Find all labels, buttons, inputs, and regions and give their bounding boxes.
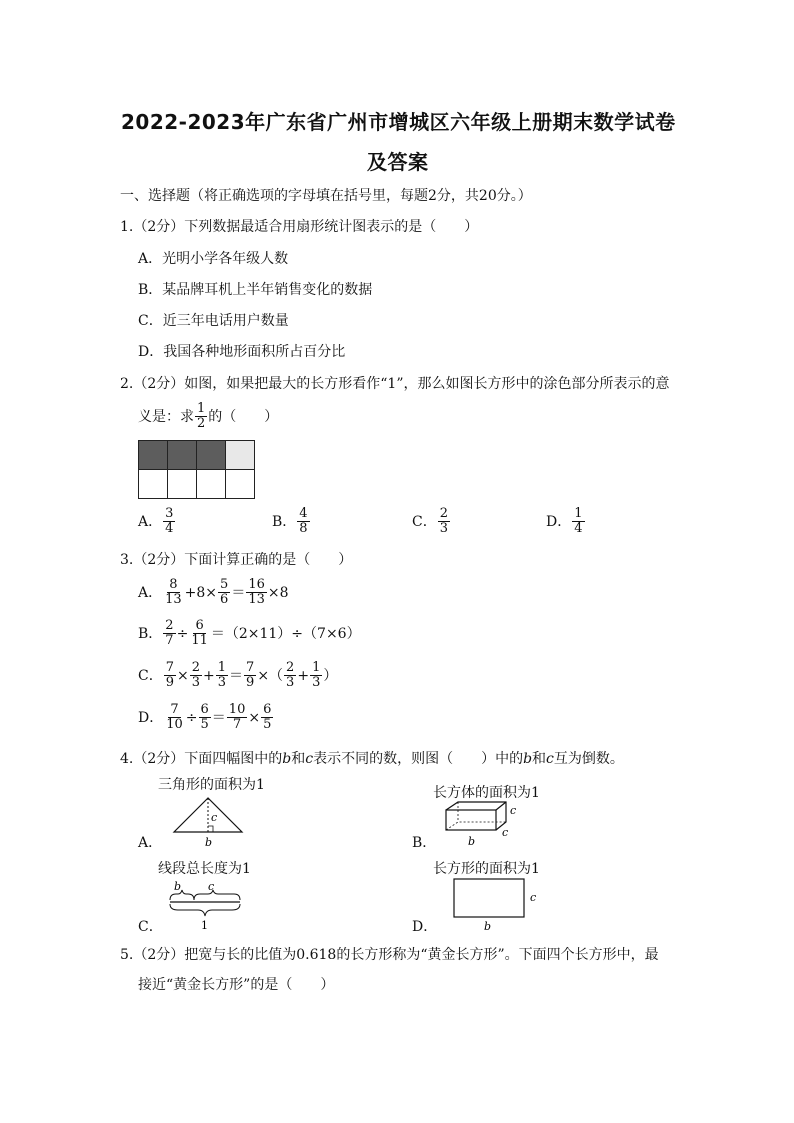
- c-label: c: [208, 880, 215, 893]
- q3-option-b: B． $\frac{2}{7}$ ÷ $\frac{6}{11}$ ＝（2×11）÷（7×6）: [138, 618, 361, 648]
- q4b-caption: 长方体的面积为1: [433, 785, 540, 801]
- shaded-rectangle-figure: [138, 440, 255, 499]
- b-label: b: [174, 880, 182, 893]
- q4-option-d: D．: [412, 919, 438, 935]
- q4d-caption: 长方形的面积为1: [433, 861, 540, 877]
- c-label: c: [211, 811, 218, 824]
- fraction: $\frac{1}{2}$: [197, 401, 206, 431]
- q2-option-d: D． $\frac{1}{4}$: [546, 506, 583, 536]
- q4c-caption: 线段总长度为1: [158, 861, 251, 877]
- q3-option-d: D． $\frac{7}{10}$ ÷ $\frac{6}{5}$ ＝ $\frac{10}{7}$ × $\frac{6}{5}$: [138, 702, 272, 732]
- segment-figure: [166, 876, 250, 932]
- question-5-stem-line2: 接近“黄金长方形”的是（ ）: [138, 977, 335, 993]
- question-3-stem: 3.（2分）下面计算正确的是（ ）: [120, 552, 353, 568]
- page-title-line2: 及答案: [367, 150, 429, 174]
- q3-option-c: C． $\frac{7}{9}$ × $\frac{2}{3}$ + $\frac{1}{3}$ ＝ $\frac{7}{9}$ ×（ $\frac{2}{3}$ + $\frac{1}{3}$ ）: [138, 660, 338, 690]
- page-title: 2022-2023年广东省广州市增城区六年级上册期末数学试卷: [121, 110, 676, 134]
- b-label: b: [484, 920, 492, 932]
- q1-option-a: A．光明小学各年级人数: [138, 251, 289, 267]
- q4a-caption: 三角形的面积为1: [158, 777, 265, 793]
- question-2-stem: 2.（2分）如图，如果把最大的长方形看作“1”，那么如图长方形中的涂色部分所表示的意: [120, 376, 670, 392]
- q4-option-b: B．: [412, 835, 437, 851]
- total-label: 1: [201, 919, 208, 932]
- rectangle-figure: [448, 876, 544, 932]
- cuboid-figure: [440, 798, 530, 850]
- q2-option-b: B． $\frac{4}{8}$: [272, 506, 308, 536]
- q1-option-c: C．近三年电话用户数量: [138, 313, 289, 329]
- b-label: b: [468, 835, 476, 848]
- q2-option-c: C． $\frac{2}{3}$: [412, 506, 448, 536]
- c-label: c: [502, 826, 509, 839]
- q3-option-a: A． $\frac{8}{13}$ +8× $\frac{5}{6}$ ＝ $\frac{16}{13}$ ×8: [138, 577, 289, 607]
- section-header: 一、选择题（将正确选项的字母填在括号里，每题2分，共20分。）: [120, 188, 532, 204]
- question-1-stem: 1.（2分）下列数据最适合用扇形统计图表示的是（ ）: [120, 219, 479, 235]
- q1-option-d: D．我国各种地形面积所占百分比: [138, 344, 346, 360]
- q4-option-c: C．: [138, 919, 163, 935]
- q2-option-a: A． $\frac{3}{4}$: [138, 506, 174, 536]
- c-label: c: [510, 804, 517, 817]
- question-5-stem: 5.（2分）把宽与长的比值为0.618的长方形称为“黄金长方形”。下面四个长方形中，最: [120, 947, 659, 963]
- q1-option-b: B．某品牌耳机上半年销售变化的数据: [138, 282, 373, 298]
- q4-option-a: A．: [138, 835, 163, 851]
- question-4-stem: 4.（2分）下面四幅图中的b和c表示不同的数，则图（ ）中的b和c互为倒数。: [120, 751, 624, 767]
- triangle-figure: [170, 794, 250, 850]
- c-label: c: [530, 891, 537, 904]
- b-label: b: [205, 836, 213, 849]
- question-2-stem-line2: 义是：求 $\frac{1}{2}$ 的（ ）: [138, 401, 279, 431]
